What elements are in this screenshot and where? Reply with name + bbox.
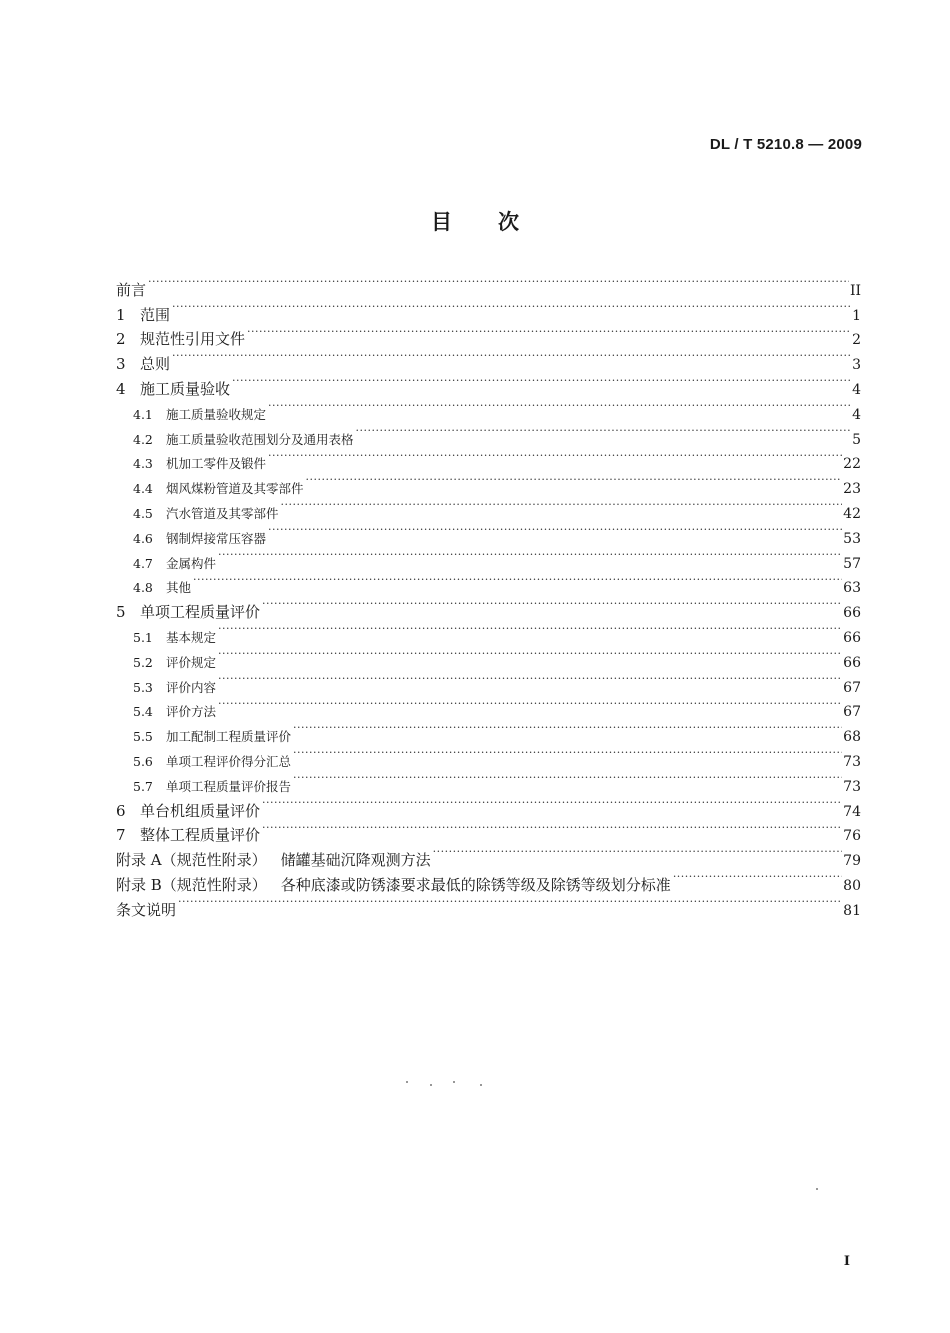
toc-entry[interactable] — [116, 543, 861, 572]
toc-entry-number: 2 — [116, 330, 126, 349]
toc-entry-number: 5.7 — [133, 778, 153, 794]
toc-leader-dots — [268, 394, 851, 419]
title-char-1: 目 — [431, 210, 452, 234]
toc-leader-dots — [356, 419, 852, 444]
toc-entry-label: 储罐基础沉降观测方法 — [280, 851, 431, 870]
toc-entry-page: 68 — [843, 729, 861, 746]
toc-leader-dots — [268, 444, 842, 469]
document-code: DL / T 5210.8 — 2009 — [709, 136, 862, 153]
toc-entry-page: 67 — [843, 704, 861, 721]
toc-leader-dots — [193, 568, 842, 593]
toc-entry-number: 4.1 — [133, 406, 153, 422]
toc-entry-number: 7 — [116, 826, 126, 845]
toc-entry-number: 附录 A（规范性附录） — [116, 851, 267, 870]
toc-entry-page: 57 — [843, 555, 861, 572]
toc-entry-number: 附录 B（规范性附录） — [116, 875, 267, 894]
toc-entry-number: 4.2 — [133, 431, 153, 447]
toc-leader-dots — [218, 617, 842, 642]
toc-entry-label: 施工质量验收 — [140, 379, 231, 398]
page-number: I — [843, 1254, 850, 1269]
toc-leader-dots — [293, 741, 842, 766]
toc-entry-label: 各种底漆或防锈漆要求最低的除锈等级及除锈等级划分标准 — [280, 875, 671, 894]
toc-entry[interactable] — [116, 568, 861, 597]
toc-leader-dots — [178, 890, 842, 915]
toc-entry[interactable] — [116, 320, 861, 349]
toc-entry-number: 3 — [116, 355, 126, 374]
toc-entry-label: 加工配制工程质量评价 — [166, 729, 292, 745]
toc-entry-label: 单项工程质量评价 — [140, 603, 261, 622]
toc-entry-page: 66 — [843, 629, 861, 646]
toc-leader-dots — [218, 692, 842, 717]
toc-entry-page: 66 — [843, 654, 861, 671]
toc-entry-page: 5 — [852, 431, 861, 448]
toc-entry-page: 73 — [843, 778, 861, 795]
toc-entry-page: 73 — [843, 753, 861, 770]
scan-speck — [406, 1081, 408, 1083]
toc-entry-number: 4.4 — [133, 481, 153, 497]
toc-entry[interactable] — [116, 642, 861, 671]
toc-leader-dots — [268, 518, 842, 543]
toc-entry-label: 评价方法 — [166, 704, 217, 720]
toc-leader-dots — [172, 344, 851, 369]
toc-entry-label: 施工质量验收范围划分及通用表格 — [166, 431, 354, 447]
toc-entry[interactable] — [116, 344, 861, 374]
toc-entry-page: 23 — [843, 481, 861, 498]
toc-entry[interactable] — [116, 617, 861, 646]
toc-entry-number: 5.5 — [133, 729, 153, 745]
toc-entry-page: 81 — [843, 902, 861, 919]
toc-leader-dots — [232, 369, 851, 394]
toc-entry-page: 2 — [852, 332, 861, 349]
toc-entry-label: 前言 — [116, 280, 147, 299]
toc-entry-page: 79 — [843, 853, 861, 870]
toc-entry-number: 4.7 — [133, 555, 153, 571]
toc-entry-page: 76 — [843, 828, 861, 845]
toc-entry-number: 5.6 — [133, 753, 153, 769]
toc-entry[interactable] — [116, 295, 861, 324]
toc-entry[interactable] — [116, 270, 861, 299]
toc-entry-number: 6 — [116, 801, 126, 820]
toc-entry-label: 机加工零件及锻件 — [166, 456, 267, 472]
toc-entry-number: 5.2 — [133, 654, 153, 670]
toc-entry-number: 4.3 — [133, 456, 153, 472]
toc-entry[interactable] — [116, 692, 861, 721]
toc-entry-label: 评价内容 — [166, 679, 217, 695]
toc-entry-label: 规范性引用文件 — [140, 330, 246, 349]
toc-entry-page: 80 — [843, 877, 861, 894]
toc-entry-label: 总则 — [140, 355, 171, 374]
toc-entry-label: 烟风煤粉管道及其零部件 — [166, 481, 304, 497]
toc-entry-label: 基本规定 — [166, 629, 217, 645]
toc-entry-page: 3 — [852, 357, 861, 374]
toc-entry-label: 单项工程评价得分汇总 — [166, 753, 292, 769]
toc-entry-label: 钢制焊接常压容器 — [166, 530, 267, 546]
toc-leader-dots — [218, 642, 842, 667]
toc-entry-number: 5.1 — [133, 629, 153, 645]
toc-leader-dots — [262, 592, 842, 617]
toc-leader-dots — [247, 320, 851, 345]
toc-leader-dots — [262, 791, 842, 816]
toc-entry-page: 4 — [852, 381, 861, 398]
toc-entry-label: 评价规定 — [166, 654, 217, 670]
toc-entry-number: 4.8 — [133, 580, 153, 596]
toc-entry-label: 其他 — [166, 580, 192, 596]
toc-leader-dots — [306, 468, 843, 493]
toc-entry-number: 4.5 — [133, 505, 153, 521]
scan-speck — [430, 1084, 432, 1086]
toc-entry-label: 整体工程质量评价 — [140, 826, 261, 845]
toc-entry-label: 条文说明 — [116, 900, 177, 919]
table-of-contents — [116, 270, 861, 919]
toc-leader-dots — [673, 865, 842, 890]
scan-speck — [816, 1188, 818, 1190]
toc-entry-number: 4.6 — [133, 530, 153, 546]
toc-leader-dots — [172, 295, 851, 320]
toc-entry-page: 53 — [843, 530, 861, 547]
toc-leader-dots — [281, 493, 843, 518]
toc-entry[interactable] — [116, 592, 861, 622]
toc-entry-page: 42 — [843, 505, 861, 522]
toc-leader-dots — [218, 543, 842, 568]
toc-entry-page: 74 — [843, 803, 861, 820]
toc-leader-dots — [293, 766, 842, 791]
toc-entry-label: 施工质量验收规定 — [166, 406, 267, 422]
toc-entry-label: 单台机组质量评价 — [140, 801, 261, 820]
toc-entry-number: 5.3 — [133, 679, 153, 695]
toc-entry-page: 22 — [843, 456, 861, 473]
toc-entry-label: 单项工程质量评价报告 — [166, 778, 292, 794]
toc-entry-page: II — [849, 282, 861, 299]
scan-speck — [480, 1084, 482, 1086]
toc-entry-label: 金属构件 — [166, 555, 217, 571]
toc-entry-page: 67 — [843, 679, 861, 696]
title-char-2: 次 — [498, 210, 519, 234]
toc-entry-number: 5.4 — [133, 704, 153, 720]
toc-leader-dots — [262, 816, 842, 841]
toc-entry[interactable] — [116, 369, 861, 398]
toc-entry-number: 4 — [116, 379, 126, 398]
toc-leader-dots — [218, 667, 842, 692]
scan-speck — [453, 1081, 455, 1083]
toc-entry-number: 1 — [116, 305, 126, 324]
toc-entry[interactable] — [116, 890, 861, 919]
toc-entry[interactable] — [116, 716, 861, 746]
toc-leader-dots — [293, 716, 842, 741]
toc-leader-dots — [433, 840, 843, 865]
toc-entry-page: 63 — [843, 580, 861, 597]
toc-entry-page: 66 — [843, 605, 861, 622]
toc-leader-dots — [148, 270, 849, 295]
toc-entry-page: 4 — [852, 406, 861, 423]
page-title — [0, 206, 950, 236]
toc-entry-label: 汽水管道及其零部件 — [166, 505, 279, 521]
toc-entry[interactable] — [116, 667, 861, 696]
toc-entry-page: 1 — [852, 307, 861, 324]
toc-entry-number: 5 — [116, 603, 126, 622]
toc-entry-label: 范围 — [140, 305, 171, 324]
